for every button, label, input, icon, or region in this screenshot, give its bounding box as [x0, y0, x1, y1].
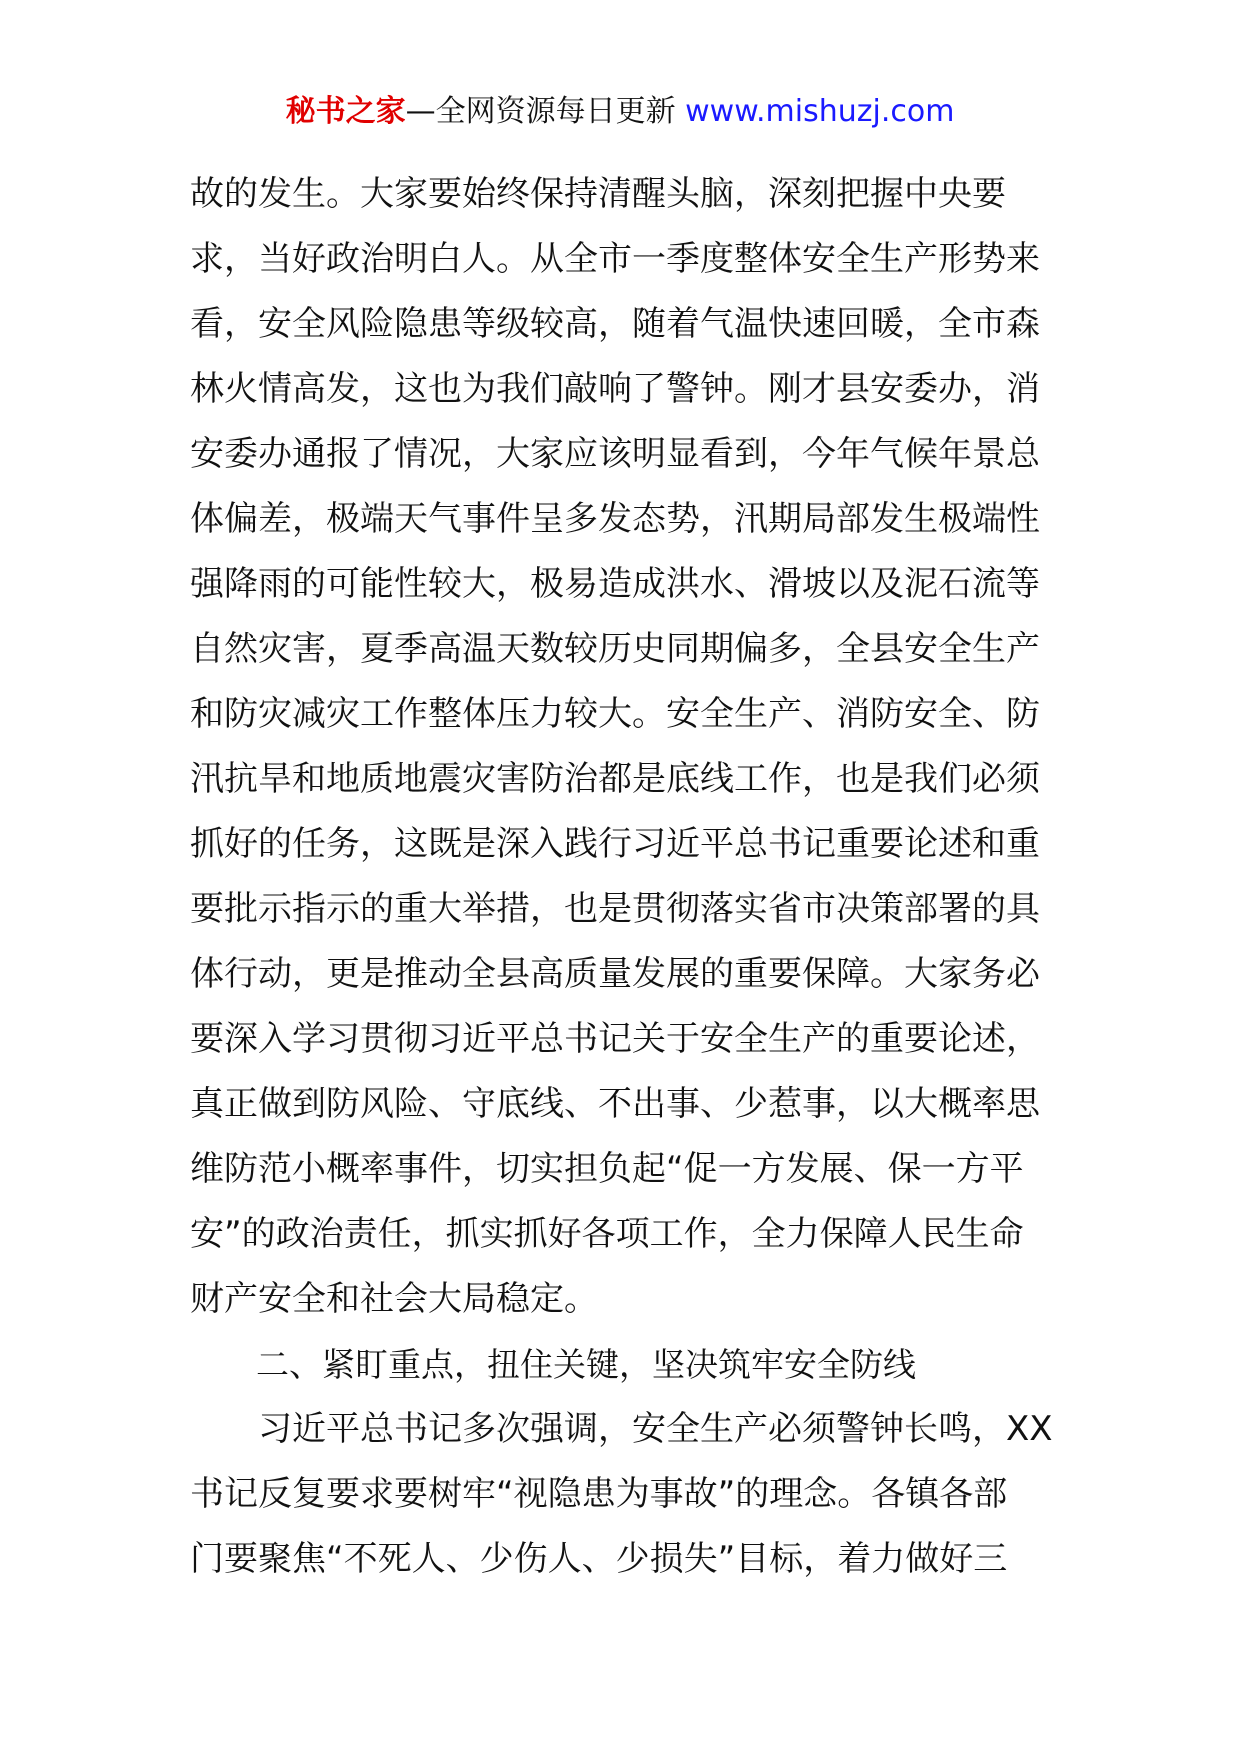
text-line: 强降雨的可能性较大，极易造成洪水、滑坡以及泥石流等 — [190, 564, 1040, 604]
text-line: 习近平总书记多次强调，安全生产必须警钟长鸣，XX — [190, 1409, 1053, 1449]
text-line: 求，当好政治明白人。从全市一季度整体安全生产形势来 — [190, 239, 1040, 279]
text-line: 抓好的任务，这既是深入践行习近平总书记重要论述和重 — [190, 824, 1040, 864]
text-line: 体行动，更是推动全县高质量发展的重要保障。大家务必 — [190, 954, 1040, 994]
document-body — [190, 162, 1053, 1592]
site-url-link[interactable]: www.mishuzj.com — [685, 94, 955, 129]
text-line: 看，安全风险隐患等级较高，随着气温快速回暖，全市森 — [190, 304, 1040, 344]
brand-name: 秘书之家 — [285, 94, 406, 129]
paragraph-2 — [190, 1397, 1053, 1592]
text-line: 维防范小概率事件，切实担负起“促一方发展、保一方平 — [190, 1149, 1024, 1189]
text-line: 故的发生。大家要始终保持清醒头脑，深刻把握中央要 — [190, 174, 1006, 214]
paragraph-1 — [190, 162, 1050, 1332]
header-tagline: —全网资源每日更新 — [405, 94, 686, 129]
text-line: 自然灾害，夏季高温天数较历史同期偏多，全县安全生产 — [190, 629, 1040, 669]
text-line: 和防灾减灾工作整体压力较大。安全生产、消防安全、防 — [190, 694, 1040, 734]
text-line: 要深入学习贯彻习近平总书记关于安全生产的重要论述， — [190, 1019, 1040, 1059]
text-line: 书记反复要求要树牢“视隐患为事故”的理念。各镇各部 — [190, 1474, 1008, 1514]
text-line: 要批示指示的重大举措，也是贯彻落实省市决策部署的具 — [190, 889, 1040, 929]
text-line: 汛抗旱和地质地震灾害防治都是底线工作，也是我们必须 — [190, 759, 1040, 799]
text-line: 真正做到防风险、守底线、不出事、少惹事，以大概率思 — [190, 1084, 1040, 1124]
text-line: 安委办通报了情况，大家应该明显看到，今年气候年景总 — [190, 434, 1040, 474]
text-line: 体偏差，极端天气事件呈多发态势，汛期局部发生极端性 — [190, 499, 1040, 539]
page-header — [0, 92, 1240, 132]
text-line: 财产安全和社会大局稳定。 — [190, 1279, 598, 1319]
text-line: 安”的政治责任，抓实抓好各项工作，全力保障人民生命 — [190, 1214, 1024, 1254]
text-line: 门要聚焦“不死人、少伤人、少损失”目标，着力做好三 — [190, 1539, 1008, 1579]
section-heading: 二、紧盯重点，扭住关键，坚决筑牢安全防线 — [256, 1345, 916, 1384]
text-line: 林火情高发，这也为我们敲响了警钟。刚才县安委办，消 — [190, 369, 1040, 409]
